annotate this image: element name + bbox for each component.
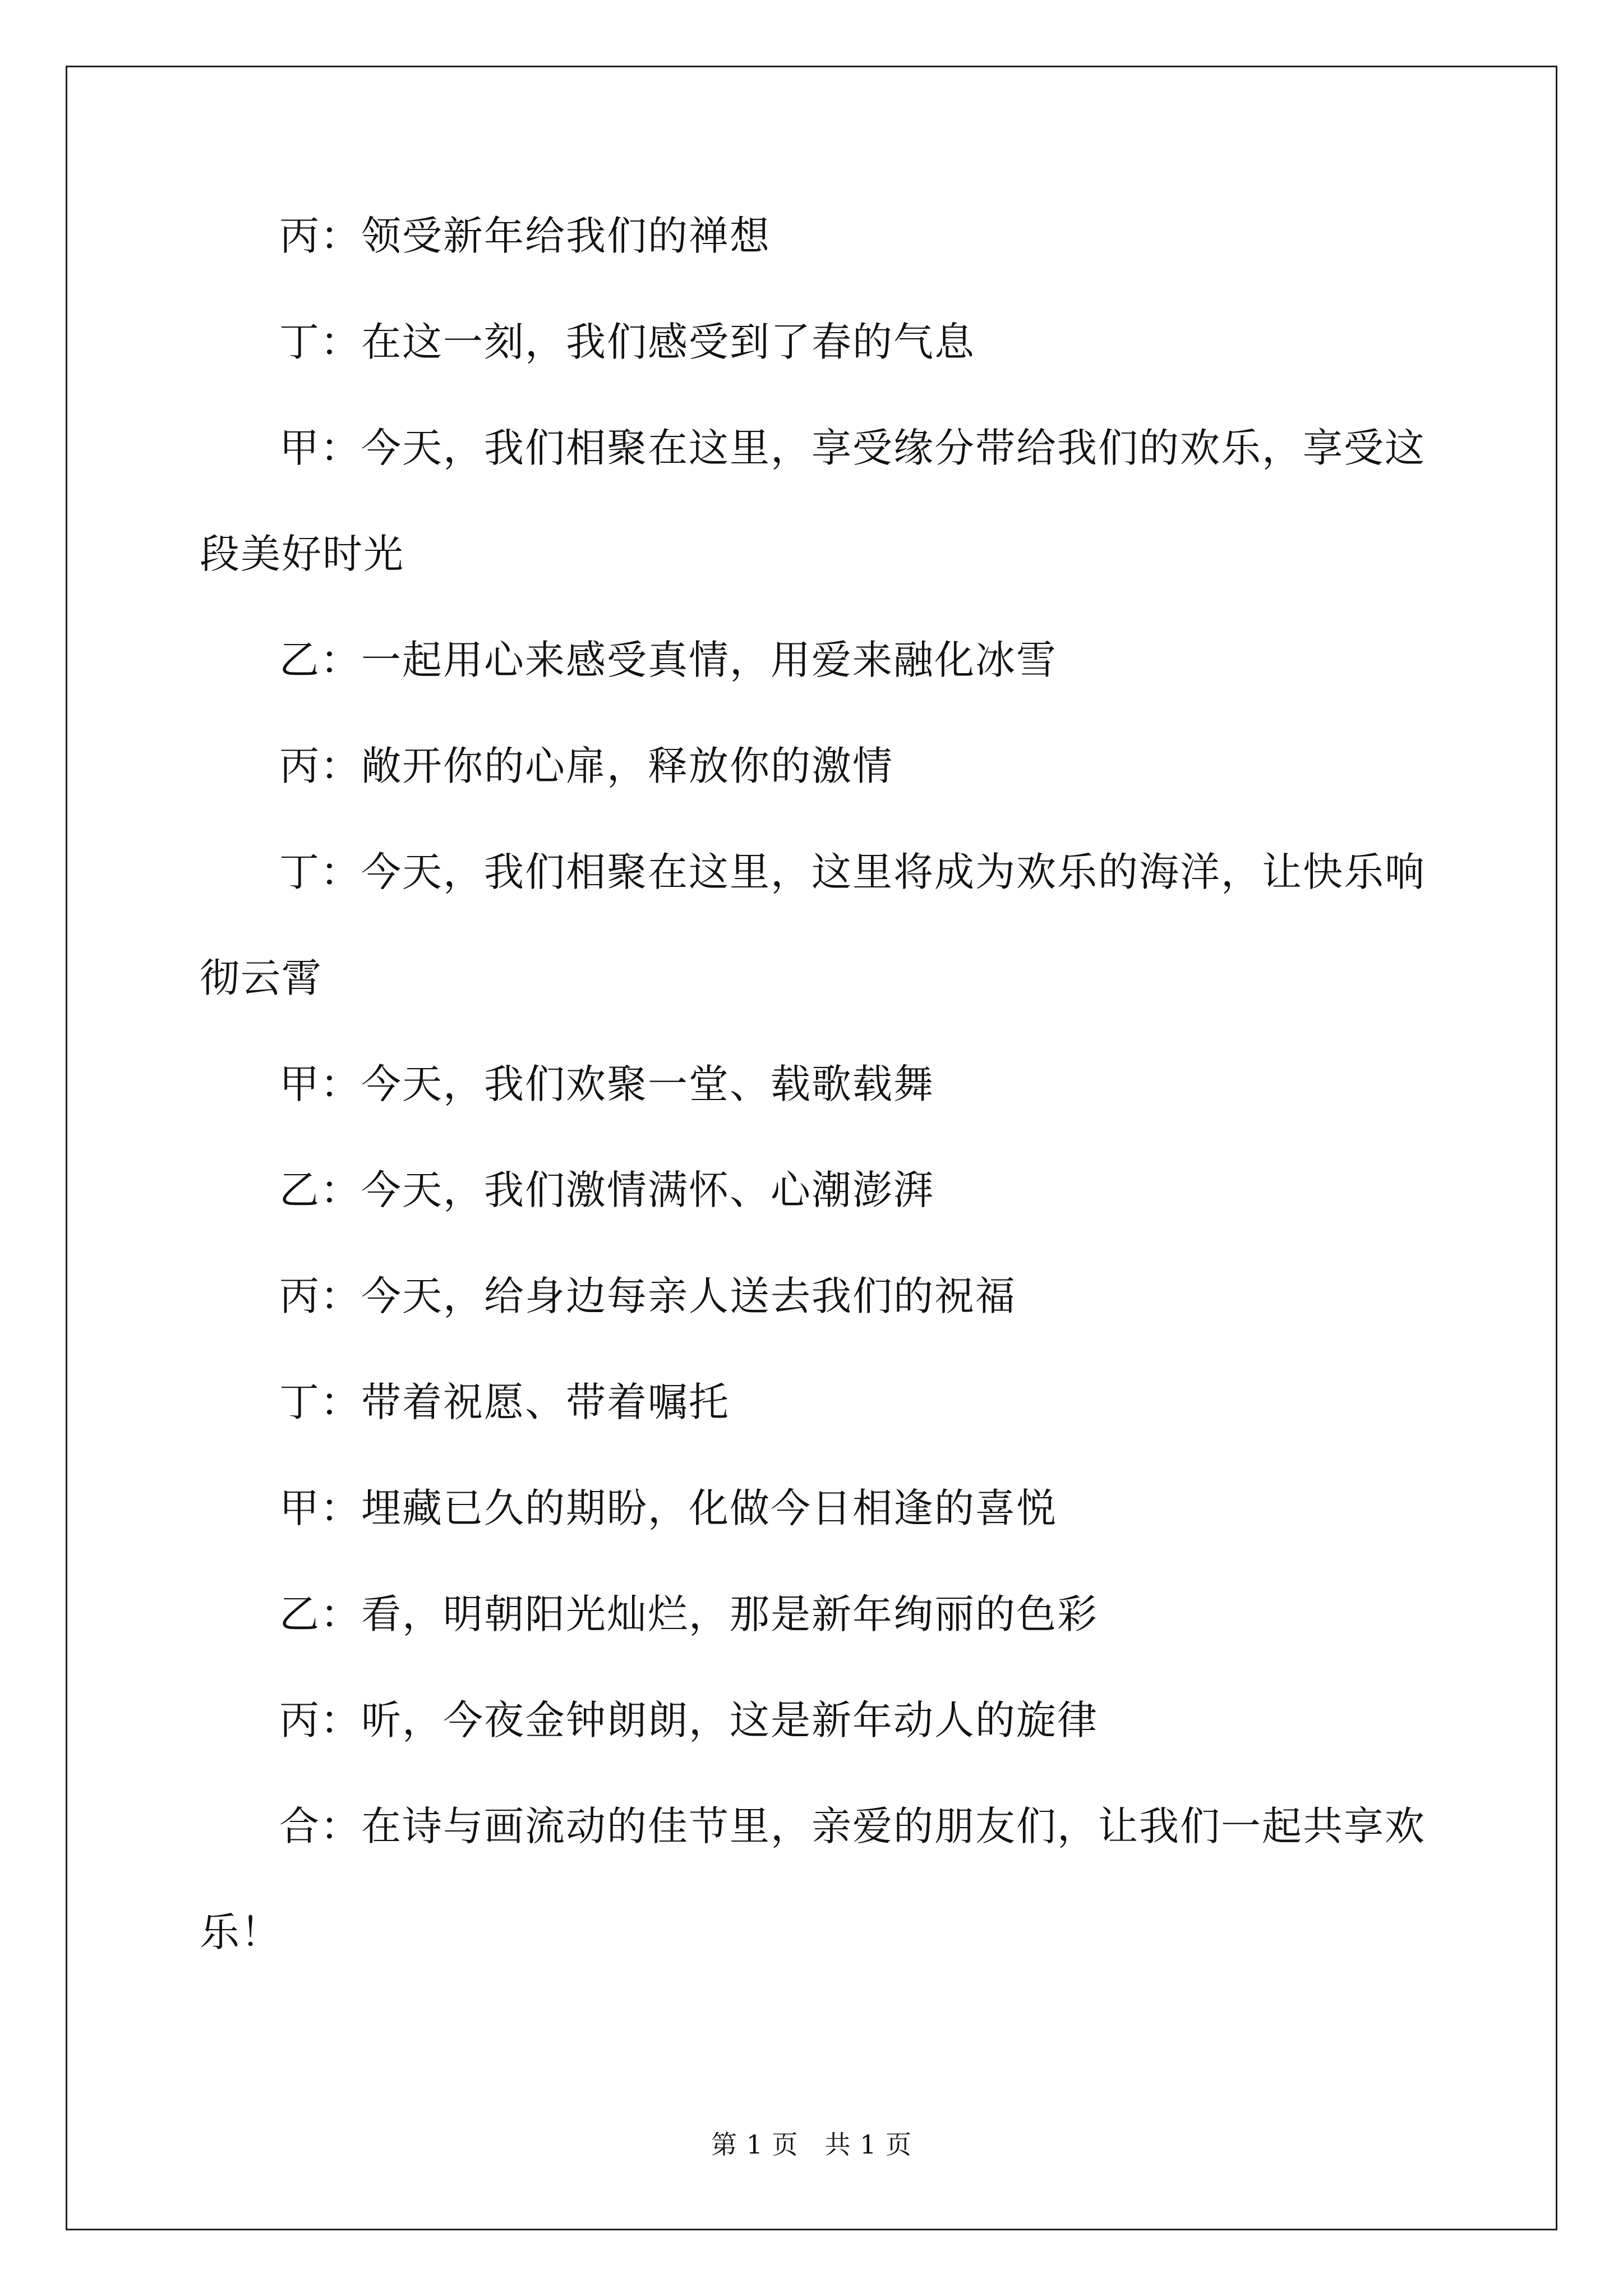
- paragraph-line: 甲：埋藏已久的期盼，化做今日相逢的喜悦: [279, 1485, 1058, 1531]
- paragraph-line: 丙：敞开你的心扉，释放你的激情: [279, 743, 894, 789]
- paragraph-line: 丁：带着祝愿、带着嘱托: [279, 1379, 730, 1425]
- paragraph-line: 丙：听，今夜金钟朗朗，这是新年动人的旋律: [279, 1697, 1099, 1743]
- paragraph-line: 乙：看，明朝阳光灿烂，那是新年绚丽的色彩: [279, 1591, 1099, 1637]
- paragraph-line: 丁：在这一刻，我们感受到了春的气息: [279, 319, 976, 365]
- paragraph-line-continuation: 彻云霄: [200, 955, 323, 1001]
- paragraph-line: 乙：一起用心来感受真情，用爱来融化冰雪: [279, 637, 1058, 683]
- paragraph-line: 乙：今天，我们激情满怀、心潮澎湃: [279, 1167, 935, 1213]
- page-number-footer: 第 1 页 共 1 页: [711, 2129, 912, 2160]
- paragraph-line: 合：在诗与画流动的佳节里，亲爱的朋友们，让我们一起共享欢: [279, 1803, 1426, 1849]
- paragraph-line-continuation: 乐！: [200, 1909, 282, 1955]
- paragraph-line: 丙：今天，给身边每亲人送去我们的祝福: [279, 1273, 1017, 1319]
- paragraph-line: 丙：领受新年给我们的禅想: [279, 213, 771, 259]
- document-body: [200, 213, 1433, 2018]
- paragraph-line-continuation: 段美好时光: [200, 531, 405, 577]
- paragraph-line: 甲：今天，我们相聚在这里，享受缘分带给我们的欢乐，享受这: [279, 425, 1426, 471]
- paragraph-line: 丁：今天，我们相聚在这里，这里将成为欢乐的海洋，让快乐响: [279, 849, 1426, 895]
- paragraph-line: 甲：今天，我们欢聚一堂、载歌载舞: [279, 1061, 935, 1107]
